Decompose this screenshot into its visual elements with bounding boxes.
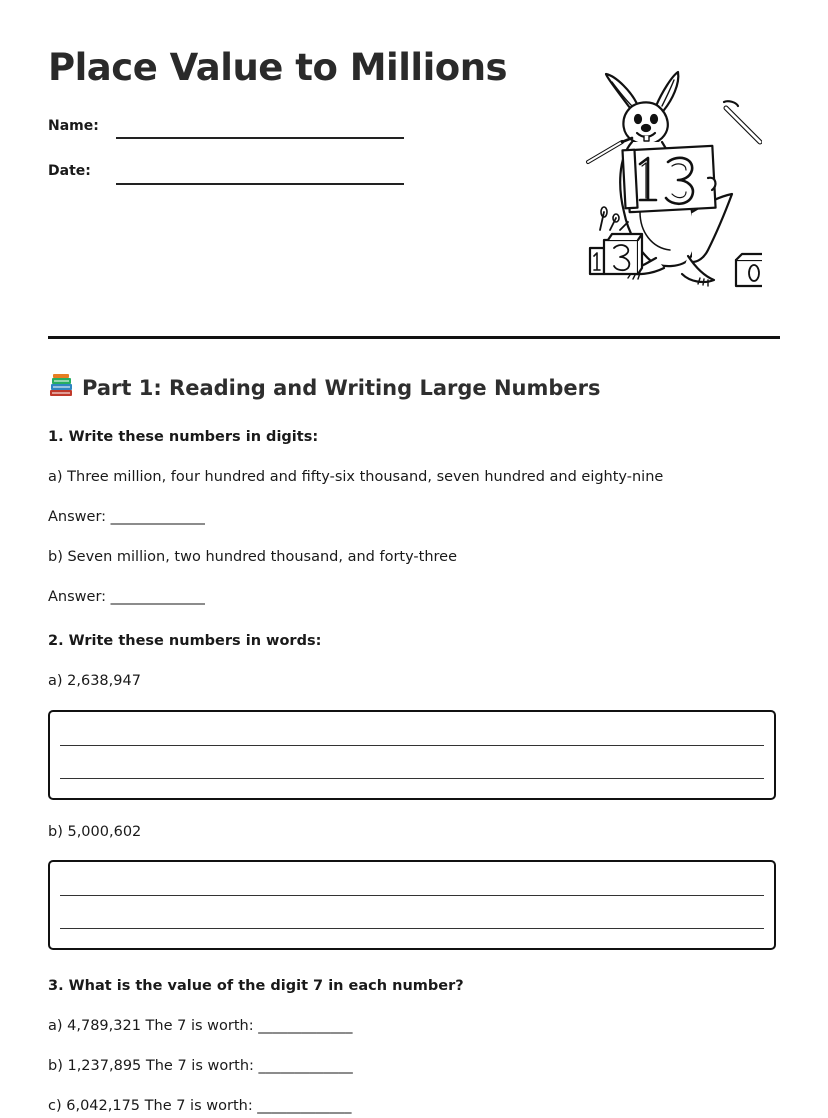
name-label: Name: (48, 118, 99, 134)
question-2a-answer-box[interactable] (48, 710, 776, 800)
question-1a-answer[interactable]: Answer: _____________ (48, 509, 205, 525)
date-label: Date: (48, 163, 91, 179)
question-3c-text[interactable]: c) 6,042,175 The 7 is worth: _____________ (48, 1098, 352, 1114)
writing-line (60, 895, 764, 896)
books-icon (48, 374, 74, 403)
question-1b-text: b) Seven million, two hundred thousand, and forty-three (48, 549, 458, 565)
part1-heading (48, 374, 601, 403)
question-1a-text: a) Three million, four hundred and fifty-six thousand, seven hundred and eighty-nine (48, 469, 664, 485)
part1-heading-text: Part 1: Reading and Writing Large Numbers (82, 376, 601, 400)
question-2a-text: a) 2,638,947 (48, 673, 141, 689)
kangaroo-illustration (532, 62, 762, 294)
writing-line (60, 928, 764, 929)
kangaroo-holding-number-card-icon (532, 62, 762, 294)
date-field[interactable] (116, 183, 404, 185)
writing-line (60, 778, 764, 779)
question-1-label: 1. Write these numbers in digits: (48, 429, 319, 445)
question-2b-answer-box[interactable] (48, 860, 776, 950)
writing-line (60, 745, 764, 746)
name-field[interactable] (116, 137, 404, 139)
header-divider (48, 336, 780, 339)
question-2-label: 2. Write these numbers in words: (48, 633, 322, 649)
question-3-label: 3. What is the value of the digit 7 in each number? (48, 978, 464, 994)
page-title: Place Value to Millions (48, 46, 508, 89)
question-3b-text[interactable]: b) 1,237,895 The 7 is worth: _____________ (48, 1058, 353, 1074)
question-2b-text: b) 5,000,602 (48, 824, 142, 840)
question-3a-text[interactable]: a) 4,789,321 The 7 is worth: _____________ (48, 1018, 353, 1034)
worksheet-page (48, 0, 780, 1118)
question-1b-answer[interactable]: Answer: _____________ (48, 589, 205, 605)
